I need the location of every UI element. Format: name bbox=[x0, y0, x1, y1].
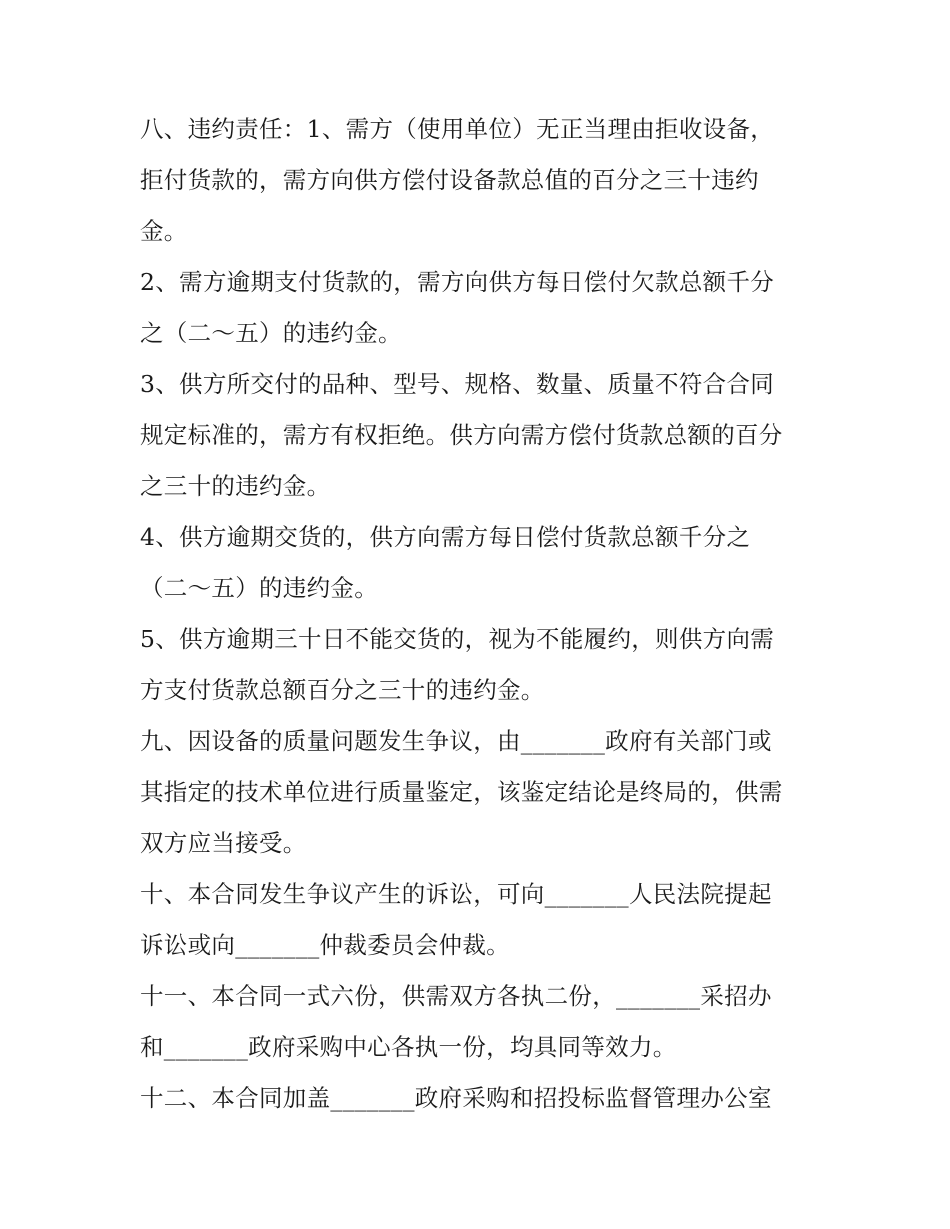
text-line: 八、违约责任：1、需方（使用单位）无正当理由拒收设备， bbox=[140, 115, 775, 143]
text-line: 金。 bbox=[140, 217, 188, 245]
text-line: 和_______政府采购中心各执一份，均具同等效力。 bbox=[140, 1033, 677, 1061]
text-line: 十二、本合同加盖_______政府采购和招投标监督管理办公室 bbox=[140, 1084, 772, 1112]
text-line: 十一、本合同一式六份，供需双方各执二份，_______采招办 bbox=[140, 982, 772, 1010]
text-line: 其指定的技术单位进行质量鉴定，该鉴定结论是终局的，供需 bbox=[140, 778, 783, 806]
text-line: 之（二～五）的违约金。 bbox=[140, 319, 402, 347]
text-line: 之三十的违约金。 bbox=[140, 472, 331, 500]
text-line: 3、供方所交付的品种、型号、规格、数量、质量不符合合同 bbox=[140, 370, 775, 398]
text-line: 5、供方逾期三十日不能交货的，视为不能履约，则供方向需 bbox=[140, 625, 775, 653]
text-line: 诉讼或向_______仲裁委员会仲裁。 bbox=[140, 931, 510, 959]
text-line: 十、本合同发生争议产生的诉讼，可向_______人民法院提起 bbox=[140, 880, 772, 908]
text-line: 4、供方逾期交货的，供方向需方每日偿付货款总额千分之 bbox=[140, 523, 751, 551]
text-line: 拒付货款的，需方向供方偿付设备款总值的百分之三十违约 bbox=[140, 166, 759, 194]
text-line: （二～五）的违约金。 bbox=[140, 574, 378, 602]
text-line: 九、因设备的质量问题发生争议，由_______政府有关部门或 bbox=[140, 727, 772, 755]
text-line: 规定标准的，需方有权拒绝。供方向需方偿付货款总额的百分 bbox=[140, 421, 783, 449]
contract-text bbox=[140, 104, 830, 1124]
text-line: 2、需方逾期支付货款的，需方向供方每日偿付欠款总额千分 bbox=[140, 268, 775, 296]
text-line: 双方应当接受。 bbox=[140, 829, 307, 857]
text-line: 方支付货款总额百分之三十的违约金。 bbox=[140, 676, 545, 704]
